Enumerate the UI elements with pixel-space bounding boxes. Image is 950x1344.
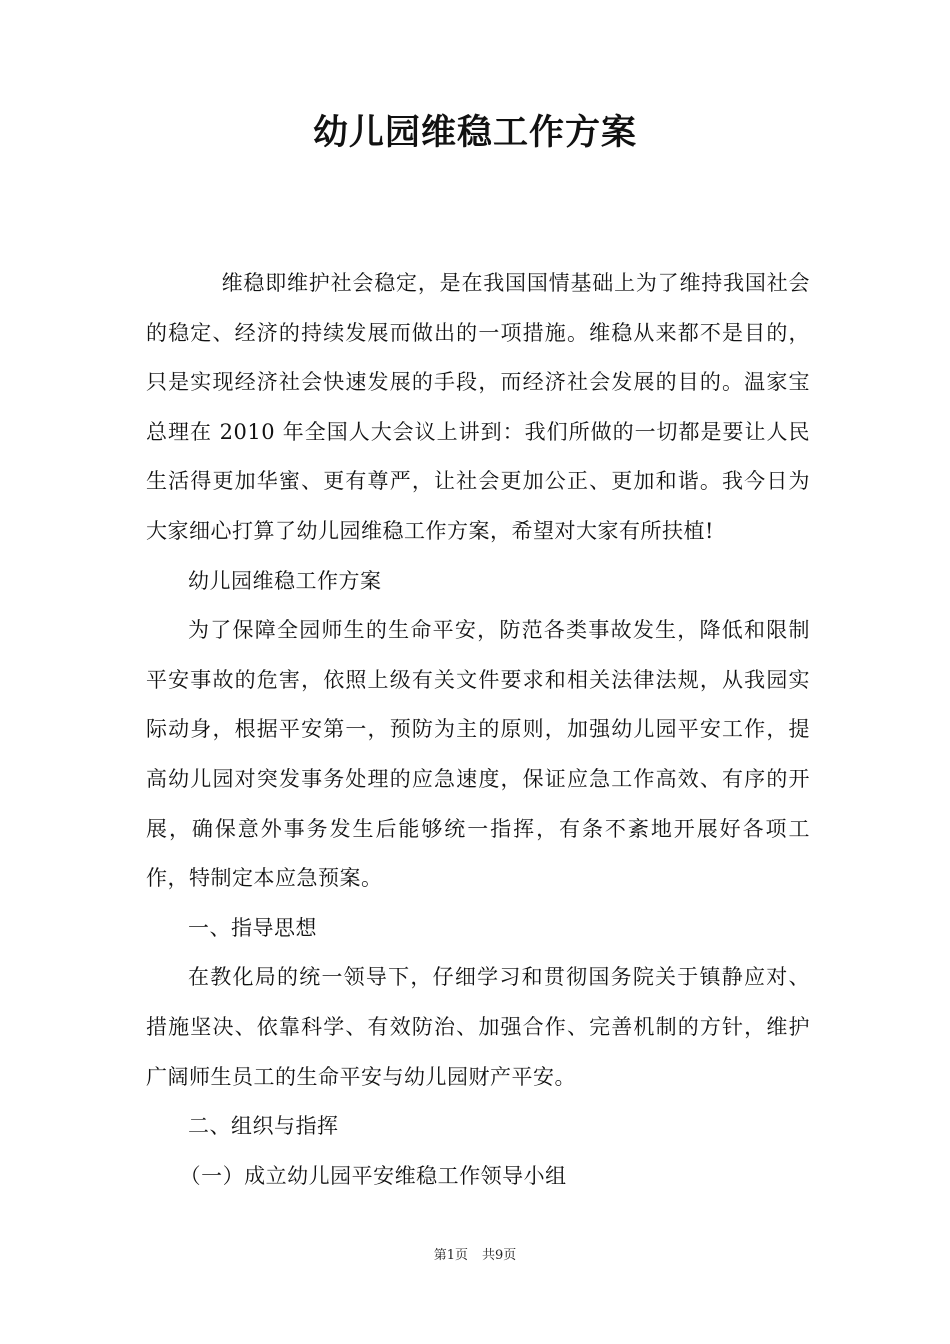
subsection-heading-leadership-group: （一）成立幼儿园平安维稳工作领导小组 [179,1163,567,1188]
page-total: 共9页 [482,1248,517,1263]
page-number: 第1页 [433,1248,468,1263]
document-body [146,259,810,1201]
paragraph-purpose: 为了保障全园师生的生命平安，防范各类事故发生，降低和限制平安事故的危害，依照上级有关文件要求和相关法律法规，从我园实际动身，根据平安第一，预防为主的原则，加强幼儿园平安工作，提高幼儿园对突发事务处理的应急速度，保证应急工作高效、有序的开展，确保意外事务发生后能够统一指挥，有条不紊地开展好各项工作，特制定本应急预案。 [146,618,810,891]
paragraph-plan-heading: 幼儿园维稳工作方案 [188,568,382,593]
page-footer [0,1247,950,1265]
paragraph-intro: 维稳即维护社会稳定，是在我国国情基础上为了维持我国社会的稳定、经济的持续发展而做出的一项措施。维稳从来都不是目的，只是实现经济社会快速发展的手段，而经济社会发展的目的。温家宝总理在 2010 年全国人大会议上讲到：我们所做的一切都是要让人民生活得更加华蜜、更有尊严，让社会更加公正、更加和谐。我今日为大家细心打算了幼儿园维稳工作方案，希望对大家有所扶植! [146,271,810,543]
section-heading-organization: 二、组织与指挥 [188,1114,339,1139]
document-title: 幼儿园维稳工作方案 [312,112,637,153]
section-heading-guiding-thought: 一、指导思想 [188,915,317,940]
paragraph-guiding-thought: 在教化局的统一领导下，仔细学习和贯彻国务院关于镇静应对、措施坚决、依靠科学、有效防治、加强合作、完善机制的方针，维护广阔师生员工的生命平安与幼儿园财产平安。 [146,965,810,1089]
